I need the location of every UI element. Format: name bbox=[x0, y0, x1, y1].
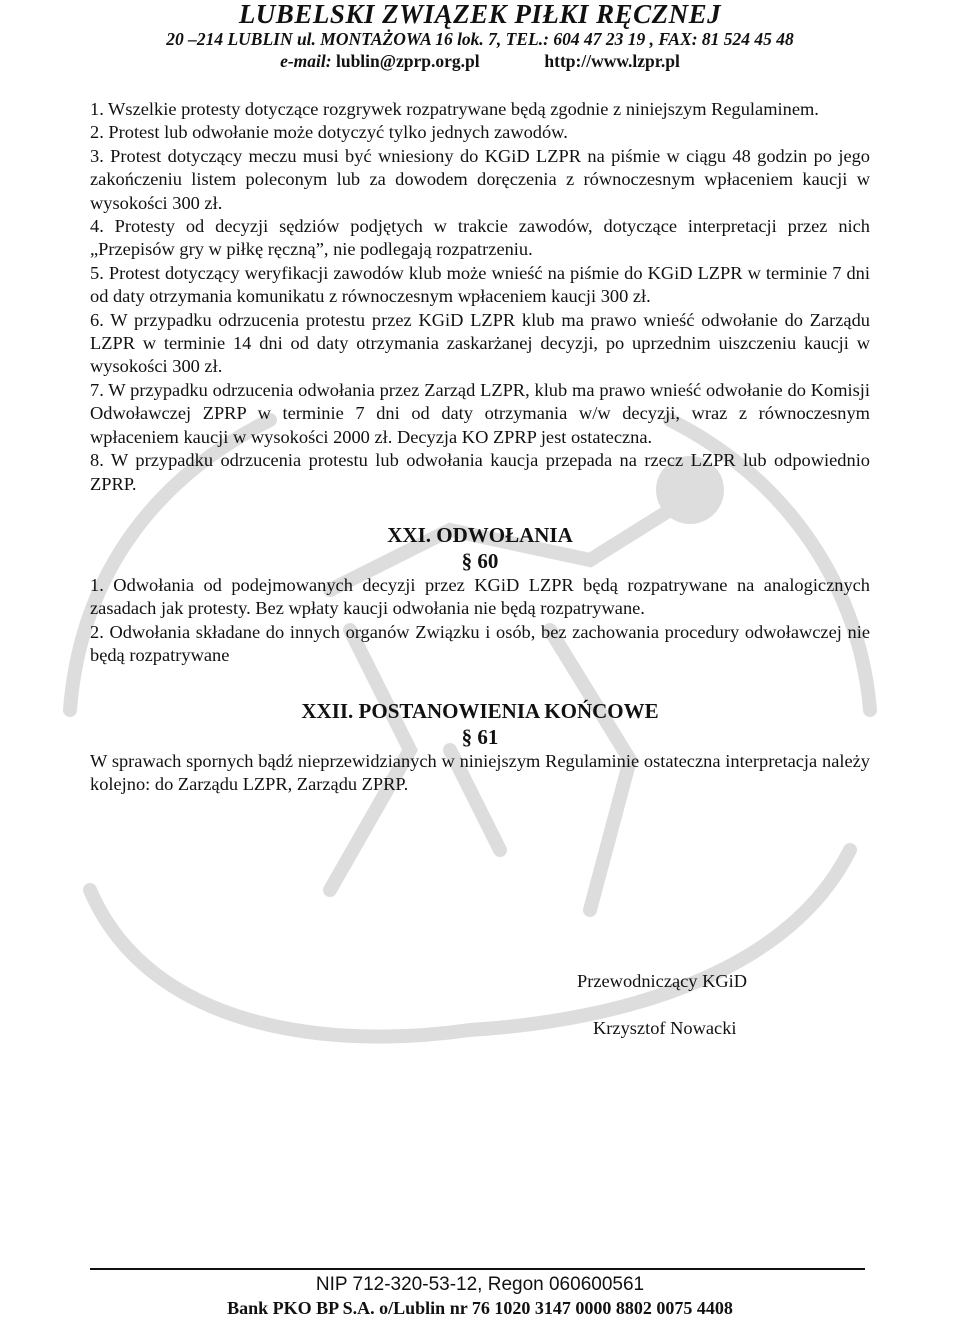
footer-tax-ids: NIP 712-320-53-12, Regon 060600561 bbox=[315, 1274, 645, 1295]
footer bbox=[0, 1272, 960, 1319]
email-link[interactable]: lublin@zprp.org.pl bbox=[335, 51, 480, 71]
letterhead bbox=[0, 0, 960, 72]
organization-address: 20 –214 LUBLIN ul. MONTAŻOWA 16 lok. 7, TEL.: 604 47 23 19 , FAX: 81 524 45 48 bbox=[166, 29, 794, 49]
protest-rule-6: 6. W przypadku odrzucenia protestu przez KGiD LZPR klub ma prawo wnieść odwołanie do Zarządu LZPR w terminie 14 dni od daty otrzymania zaskarżanej decyzji, po uprzednim uiszczeniu kaucji w wysokości 300 zł. bbox=[90, 309, 870, 377]
protest-rule-7: 7. W przypadku odrzucenia odwołania przez Zarząd LZPR, klub ma prawo wnieść odwołanie do Komisji Odwoławczej ZPRP w terminie 7 dni od daty otrzymania w/w decyzji, wraz z równoczesnym wpłaceniem kaucji w wysokości 2000 zł. Decyzja KO ZPRP jest ostateczna. bbox=[90, 379, 870, 447]
protest-rule-1: 1. Wszelkie protesty dotyczące rozgrywek rozpatrywane będą zgodnie z niniejszym Regulaminem. bbox=[90, 99, 819, 119]
appeal-rule-1: 1. Odwołania od podejmowanych decyzji przez KGiD LZPR będą rozpatrywane na analogicznych zasadach jak protesty. Bez wpłaty kaucji odwołania nie będą rozpatrywane. bbox=[90, 574, 870, 619]
document-body bbox=[90, 98, 870, 796]
section-title-final-provisions: XXII. POSTANOWIENIA KOŃCOWE bbox=[301, 698, 659, 723]
protest-rule-4: 4. Protesty od decyzji sędziów podjętych w trakcie zawodów, dotyczące interpretacji przez nich „Przepisów gry w piłkę ręczną”, nie podlegają rozpatrzeniu. bbox=[90, 216, 870, 260]
footer-divider bbox=[90, 1268, 865, 1270]
organization-contact bbox=[0, 50, 960, 72]
protest-rule-8: 8. W przypadku odrzucenia protestu lub odwołania kaucja przepada na rzecz LZPR lub odpowiednio ZPRP. bbox=[90, 450, 870, 494]
signatory-name: Krzysztof Nowacki bbox=[593, 1018, 737, 1038]
organization-name: LUBELSKI ZWIĄZEK PIŁKI RĘCZNEJ bbox=[238, 0, 722, 29]
protest-rule-3: 3. Protest dotyczący meczu musi być wniesiony do KGiD LZPR na piśmie w ciągu 48 godzin po jego zakończeniu listem poleconym lub za dowodem doręczenia z równoczesnym wpłaceniem kaucji w wysokości 300 zł. bbox=[90, 145, 870, 213]
website-link[interactable]: http://www.lzpr.pl bbox=[544, 51, 680, 71]
protest-rule-2: 2. Protest lub odwołanie może dotyczyć tylko jednych zawodów. bbox=[90, 122, 568, 143]
protest-rules bbox=[90, 98, 870, 496]
section-title-appeals: XXI. ODWOŁANIA bbox=[387, 522, 573, 547]
section-paragraph-60: § 60 bbox=[461, 548, 499, 573]
signatory-role: Przewodniczący KGiD bbox=[577, 971, 748, 991]
final-provision-text: W sprawach spornych bądź nieprzewidzianych w niniejszym Regulaminie ostateczna interpretacja należy kolejno: do Zarządu LZPR, Zarządu ZPRP. bbox=[90, 750, 870, 794]
email-label: e-mail: bbox=[280, 51, 332, 71]
protest-rule-5: 5. Protest dotyczący weryfikacji zawodów klub może wnieść na piśmie do KGiD LZPR w terminie 7 dni od daty otrzymania komunikatu z równoczesnym wpłaceniem kaucji 300 zł. bbox=[90, 262, 870, 307]
signature-block bbox=[577, 970, 747, 1039]
footer-bank-account: Bank PKO BP S.A. o/Lublin nr 76 1020 3147 0000 8802 0075 4408 bbox=[227, 1298, 733, 1318]
appeal-rule-2: 2. Odwołania składane do innych organów Związku i osób, bez zachowania procedury odwoławczej nie będą rozpatrywane bbox=[90, 621, 870, 666]
section-paragraph-61: § 61 bbox=[461, 724, 499, 749]
